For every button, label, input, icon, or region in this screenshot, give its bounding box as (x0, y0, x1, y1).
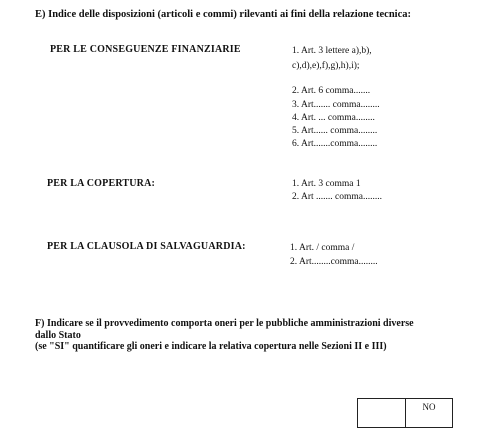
financial-item: 5. Art...... comma........ (292, 126, 378, 136)
section-f-line: (se "SI" quantificare gli oneri e indicare la relativa copertura nelle Sezioni II e III) (35, 341, 387, 352)
safeguard-label: PER LA CLAUSOLA DI SALVAGUARDIA: (47, 241, 246, 252)
section-f-question (35, 318, 414, 353)
no-cell[interactable] (406, 399, 452, 427)
financial-item: 1. Art. 3 lettere a),b), (292, 46, 372, 56)
financial-item: 3. Art....... comma........ (292, 100, 380, 110)
financial-item: 2. Art. 6 comma....... (292, 86, 371, 96)
coverage-item: 2. Art ....... comma........ (292, 192, 382, 202)
financial-item: c),d),e),f),g),h),i); (292, 61, 360, 71)
financial-item: 6. Art.......comma........ (292, 139, 378, 149)
safeguard-item: 2. Art........comma........ (290, 257, 378, 267)
section-e-title: E) Indice delle disposizioni (articoli e commi) rilevanti ai fini della relazione tecnica: (35, 9, 412, 20)
answer-box (357, 398, 453, 428)
coverage-item: 1. Art. 3 comma 1 (292, 179, 361, 189)
section-f-line: F) Indicare se il provvedimento comporta oneri per le pubbliche amministrazioni diverse (35, 318, 414, 329)
yes-cell[interactable] (358, 399, 406, 427)
financial-item: 4. Art. ... comma........ (292, 113, 375, 123)
financial-label: PER LE CONSEGUENZE FINANZIARIE (50, 44, 241, 55)
section-f-line: dallo Stato (35, 329, 81, 341)
safeguard-item: 1. Art. / comma / (290, 243, 355, 253)
no-label: NO (422, 402, 436, 412)
coverage-label: PER LA COPERTURA: (47, 178, 156, 189)
